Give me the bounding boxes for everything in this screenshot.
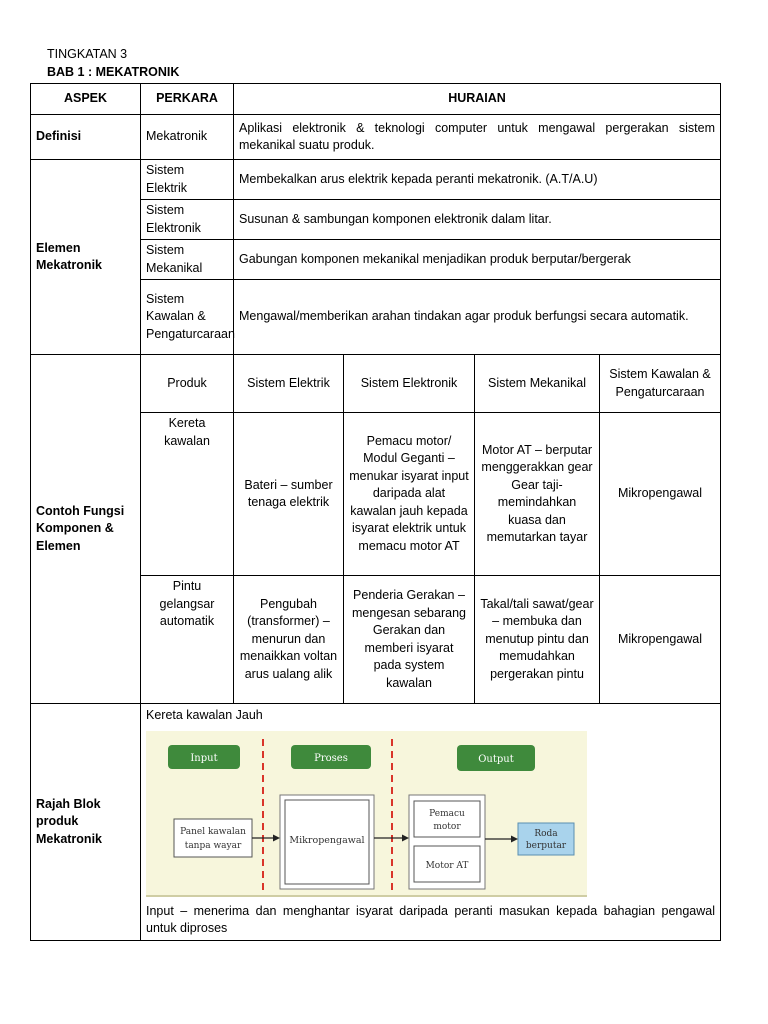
row-rajah	[31, 704, 721, 941]
output-box	[409, 795, 485, 889]
huraian-elemen-2: Susunan & sambungan komponen elektronik dalam litar.	[234, 200, 721, 240]
header-huraian: HURAIAN	[234, 84, 721, 115]
table-header-row	[31, 84, 721, 115]
perkara-elemen-2: Sistem Elektronik	[141, 200, 234, 240]
perkara-elemen-3: Sistem Mekanikal	[141, 240, 234, 280]
svg-text:tanpa wayar: tanpa wayar	[184, 840, 242, 851]
svg-text:Mikropengawal: Mikropengawal	[289, 834, 365, 846]
svg-text:Pemacu: Pemacu	[429, 808, 465, 819]
contoh-header-kawalan: Sistem Kawalan & Pengaturcaraan	[600, 355, 721, 413]
label-output	[457, 745, 535, 771]
svg-text:Proses: Proses	[314, 752, 348, 764]
produk-pintu: Pintu gelangsar automatik	[141, 576, 234, 704]
aspek-rajah: Rajah Blok produk Mekatronik	[31, 704, 141, 941]
aspek-definisi: Definisi	[31, 115, 141, 160]
contoh-header-elektronik: Sistem Elektronik	[344, 355, 475, 413]
block-diagram	[146, 731, 587, 897]
huraian-elemen-1: Membekalkan arus elektrik kepada peranti mekatronik. (A.T/A.U)	[234, 160, 721, 200]
contoh-header-produk: Produk	[141, 355, 234, 413]
header-chapter: BAB 1 : MEKATRONIK	[47, 65, 180, 79]
header-level: TINGKATAN 3	[47, 47, 128, 61]
svg-text:Panel kawalan: Panel kawalan	[180, 826, 246, 837]
svg-text:motor: motor	[433, 821, 461, 832]
svg-text:Output: Output	[478, 753, 514, 765]
header-perkara: PERKARA	[141, 84, 234, 115]
rajah-note: Input – menerima dan menghantar isyarat daripada peranti masukan kepada bahagian pengawal untuk diproses	[146, 903, 716, 935]
block-diagram-svg	[146, 731, 587, 895]
kawalan-kereta: Mikropengawal	[600, 413, 721, 576]
panel-kawalan-box	[174, 819, 252, 857]
elektrik-kereta: Bateri – sumber tenaga elektrik	[234, 413, 344, 576]
notes-table	[30, 83, 721, 941]
perkara-elemen-1: Sistem Elektrik	[141, 160, 234, 200]
huraian-elemen-3: Gabungan komponen mekanikal menjadikan produk berputar/bergerak	[234, 240, 721, 280]
header-aspek: ASPEK	[31, 84, 141, 115]
elektrik-pintu: Pengubah (transformer) – menurun dan menaikkan voltan arus ualang alik	[234, 576, 344, 704]
contoh-header-mekanikal: Sistem Mekanikal	[475, 355, 600, 413]
mekanikal-pintu: Takal/tali sawat/gear – membuka dan menutup pintu dan memudahkan pergerakan pintu	[475, 576, 600, 704]
svg-text:berputar: berputar	[525, 840, 567, 851]
row-elemen-1	[31, 160, 721, 200]
huraian-elemen-4: Mengawal/memberikan arahan tindakan agar produk berfungsi secara automatik.	[234, 280, 721, 355]
produk-kereta: Kereta kawalan	[141, 413, 234, 576]
label-input	[168, 745, 240, 769]
huraian-definisi: Aplikasi elektronik & teknologi computer untuk mengawal pergerakan sistem mekanikal suatu produk.	[234, 115, 721, 160]
aspek-contoh: Contoh Fungsi Komponen & Elemen	[31, 355, 141, 704]
rajah-title: Kereta kawalan Jauh	[146, 708, 263, 722]
perkara-mekatronik: Mekatronik	[141, 115, 234, 160]
row-definisi	[31, 115, 721, 160]
kawalan-pintu: Mikropengawal	[600, 576, 721, 704]
mikropengawal-box	[280, 795, 374, 889]
rajah-content	[141, 704, 721, 941]
aspek-elemen: Elemen Mekatronik	[31, 160, 141, 355]
roda-berputar-box	[518, 823, 574, 855]
elektronik-kereta: Pemacu motor/ Modul Geganti – menukar isyarat input daripada alat kawalan jauh kepada isyarat elektrik untuk memacu motor AT	[344, 413, 475, 576]
elektronik-pintu: Penderia Gerakan – mengesan sebarang Gerakan dan memberi isyarat pada system kawalan	[344, 576, 475, 704]
svg-text:Input: Input	[190, 752, 218, 764]
svg-text:Roda: Roda	[534, 828, 558, 839]
contoh-header-elektrik: Sistem Elektrik	[234, 355, 344, 413]
mekanikal-kereta: Motor AT – berputar menggerakkan gear Gear taji- memindahkan kuasa dan memutarkan tayar	[475, 413, 600, 576]
row-contoh-header	[31, 355, 721, 413]
perkara-elemen-4: Sistem Kawalan & Pengaturcaraan	[141, 280, 234, 355]
svg-text:Motor AT: Motor AT	[425, 860, 469, 871]
label-proses	[291, 745, 371, 769]
